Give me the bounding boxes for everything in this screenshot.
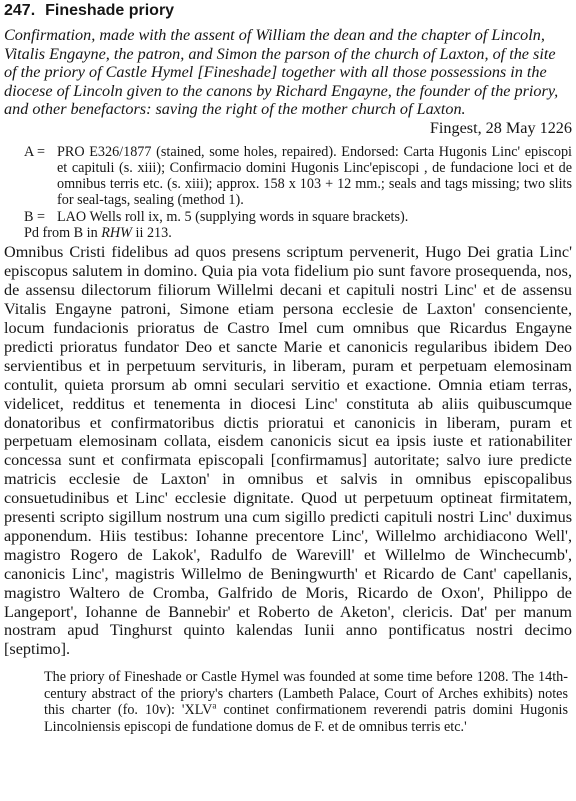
document-page [0,2,576,801]
printed-edition-prefix: Pd from B in [24,225,102,242]
summary-paragraph [4,26,572,119]
commentary-text-1: The priory of Fineshade or Castle Hymel was founded at some time before 1208. The 14th-century abstract of the priory's charters (Lambeth Palace, Court of Arches exhibits) notes this charter (fo. 10v): 'XLV [44,669,568,719]
place-date: Fingest, 28 May 1226 [429,118,572,137]
entry-heading [4,2,572,26]
sources-block [24,144,572,242]
printed-edition-work: RHW [101,225,132,242]
printed-edition-ref: ii 213. [131,225,172,242]
charter-text-body: Omnibus Cristi fidelibus ad quos presens scriptum pervenerit, Hugo Dei gratia Linc' episcopus salutem in domino. Quia pia vota fidelium pio sunt favore prosequenda, nos, de assensu dilectorum filiorum Willelmi decani et capituli nostri Linc' et de assensu Vitalis Engayne patroni, Simone etiam persona ecclesie de Laxton' consenciente, locum fundacionis prioratus de Castro Imel cum omnibus que Ricardus Engayne predicti prioratus fundator Deo et sancte Marie et canonicis regularibus ibidem Deo servientibus et in perpetuum servituris, in liberam, puram et perpetuam elemosinam contulit, quieta prorsum ab omni seculari servitio et exactione. Omnia etiam terras, videlicet, redditus et tenementa in diocesi Linc' constituta ab aliis quibuscumque donatoribus et confirmatoribus dictis prioratui et canonicis in liberam, puram et perpetuam elemosinam collata, eisdem canonicis sicut ea ipsis iuste et rationabiliter concessa sunt et confirmata episcopali [confirmamus] autoritate; salvo iure predicte matricis ecclesie de Laxton' in omnibus et salvis in omnibus episcopalibus consuetudinibus et Linc' ecclesie dignitate. Quod ut perpetuum optineat firmitatem, presenti scripto sigillum nostrum una cum sigillo predicti capituli nostri Linc' duximus apponendum. Hiis testibus: Iohanne precentore Linc', Willelmo archidiacono Well', magistro Rogero de Lakok', Radulfo de Warevill' et Willelmo de Winchecumb', canonicis Linc', magistris Willelmo de Beningwurth' et Ricardo de Cant' capellanis, magistro Waltero de Cromba, Galfrido de Moris, Ricardo de Oxon', Philippo de Langeport', Iohanne de Bannebir' et Roberto de Aketon', clericis. Dat' per manum nostram apud Tinghurst quinto kalendas Iunii anno pontificatus nostri decimo [septimo]. [4,243,572,659]
commentary-superscript: a [212,700,217,711]
source-b [24,209,572,225]
charter-text [4,243,572,659]
source-b-text: LAO Wells roll ix, m. 5 (supplying words in square brackets). [57,208,409,225]
entry-title: Fineshade priory [45,2,175,19]
entry-number: 247. [4,2,36,19]
source-a-text: PRO E326/1877 (stained, some holes, repaired). Endorsed: Carta Hugonis Linc' episcopi et capituli (s. xiii); Confirmacio domini Hugonis Linc'episcopi , de fundacione loci et de omnibus terris etc. (s. xiii); approx. 158 x 103 + 12 mm.; seals and tags missing; two slits for seal-tags, sealing (method 1). [57,143,572,209]
source-b-label: B = [24,208,46,225]
printed-edition [24,225,572,241]
place-date-line [4,119,572,138]
commentary-note [44,669,568,735]
summary-text: Confirmation, made with the assent of William the dean and the chapter of Lincoln, Vitalis Engayne, the patron, and Simon the parson of the church of Laxton, of the site of the priory of Castle Hymel [Fineshade] together with all those possessions in the diocese of Lincoln given to the canons by Richard Engayne, the founder of the priory, and other benefactors: saving the right of the mother church of Laxton. [4,26,559,119]
source-a [24,144,572,209]
source-a-label: A = [24,143,46,160]
commentary-text-2: continet confirmationem reverendi patris domini Hugonis Lincolniensis episcopi de fundatione domus de F. et de omnibus terris etc.' [44,702,568,735]
